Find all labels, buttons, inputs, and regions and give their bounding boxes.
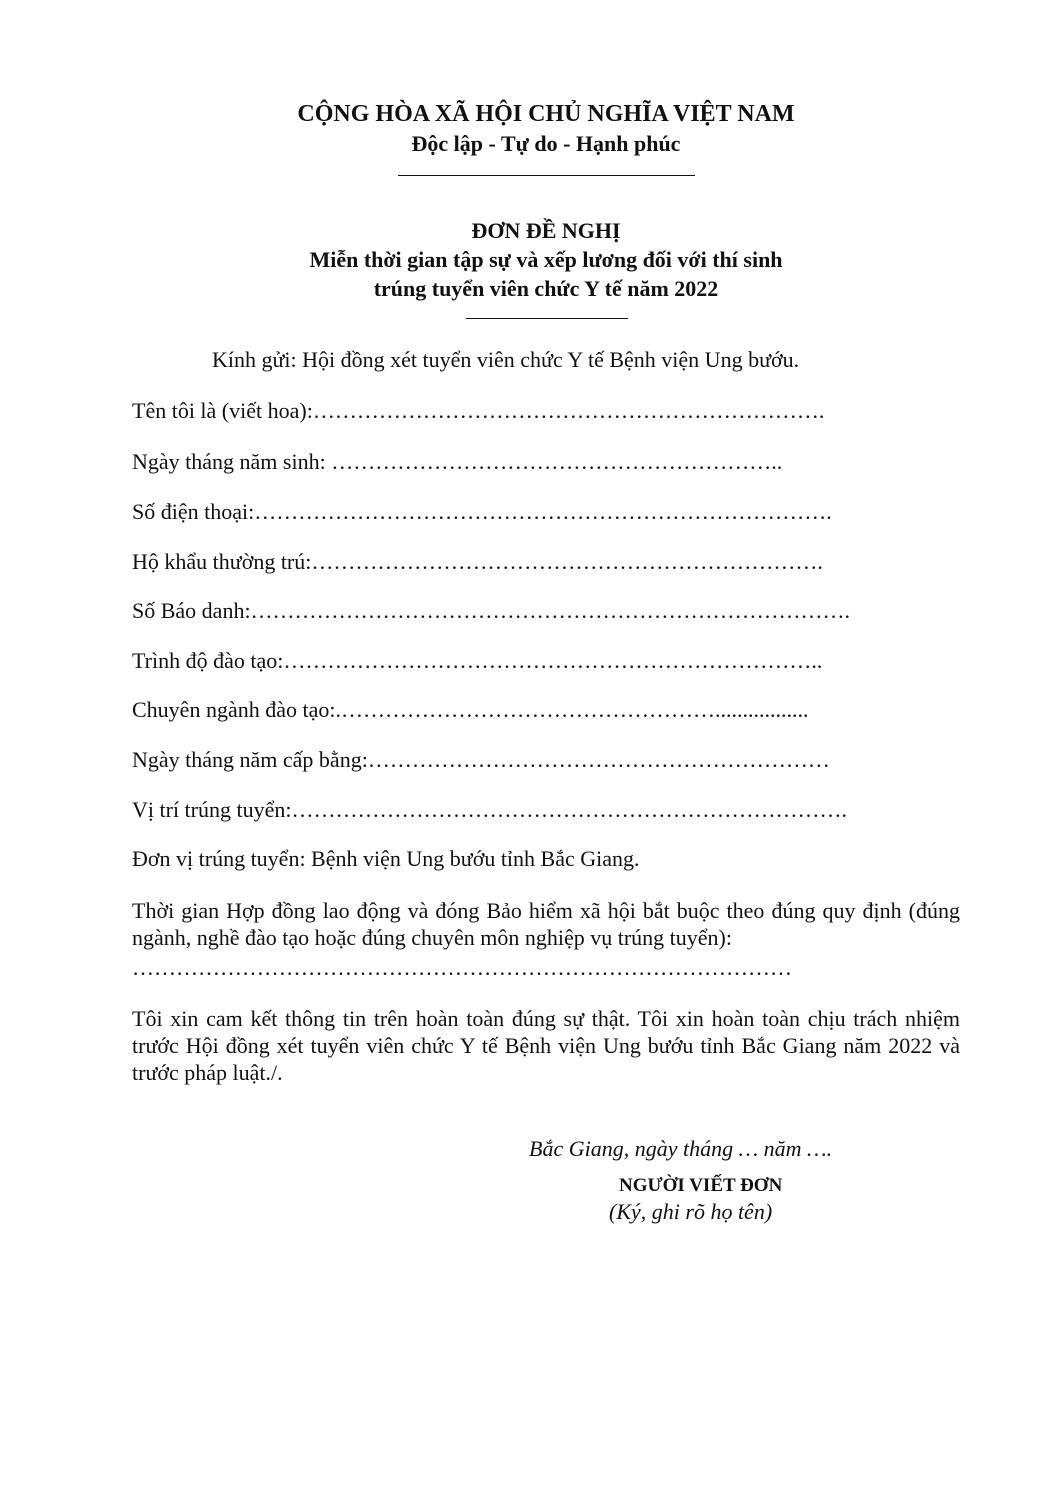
commitment-paragraph: Tôi xin cam kết thông tin trên hoàn toàn đúng sự thật. Tôi xin hoàn toàn chịu trách nhiệm trước Hội đồng xét tuyển viên chức Y tế Bệnh viện Ung bướu tỉnh Bắc Giang năm 2022 và trước pháp luật./. [132,1006,960,1085]
field-degree-date: Ngày tháng năm cấp bằng:……………………………………………………… [132,747,830,772]
field-full-name: Tên tôi là (viết hoa):……………………………………………………………. [132,398,825,423]
field-unit: Đơn vị trúng tuyển: Bệnh viện Ung bướu tỉnh Bắc Giang. [132,846,640,871]
document-title: ĐƠN ĐỀ NGHỊ [471,218,621,243]
document-subtitle-line-1: Miễn thời gian tập sự và xếp lương đối với thí sinh [309,247,783,272]
field-date-of-birth: Ngày tháng năm sinh: …………………………………………………….. [132,449,783,474]
document-subtitle-line-2: trúng tuyển viên chức Y tế năm 2022 [373,276,719,301]
field-major: Chuyên ngành đào tạo:.……………………………………………................. [132,697,809,722]
motto: Độc lập - Tự do - Hạnh phúc [411,131,681,156]
contract-dots: ……………………………………………………………………………… [132,955,792,980]
signer-title: NGƯỜI VIẾT ĐƠN [619,1175,783,1196]
greeting: Kính gửi: Hội đồng xét tuyển viên chức Y tế Bệnh viện Ung bướu. [212,347,800,372]
field-education-level: Trình độ đào tạo:……………………………………………………………….. [132,648,823,673]
signature-note: (Ký, ghi rõ họ tên) [609,1199,773,1224]
field-position: Vị trí trúng tuyển:…………………………………………………………………. [132,797,847,822]
header-divider [398,175,695,176]
field-phone: Số điện thoại:……………………………………………………………………. [132,499,832,524]
place-date: Bắc Giang, ngày tháng … năm …. [529,1136,833,1161]
contract-paragraph: Thời gian Hợp đồng lao động và đóng Bảo hiểm xã hội bắt buộc theo đúng quy định (đúng ngành, nghề đào tạo hoặc đúng chuyên môn nghiệp vụ trúng tuyển): [132,898,960,950]
field-candidate-number: Số Báo danh:………………………………………………………………………. [132,598,851,623]
field-permanent-address: Hộ khẩu thường trú:……………………………………………………………. [132,549,823,574]
country-name: CỘNG HÒA XÃ HỘI CHỦ NGHĨA VIỆT NAM [297,101,795,127]
title-divider [466,318,628,319]
